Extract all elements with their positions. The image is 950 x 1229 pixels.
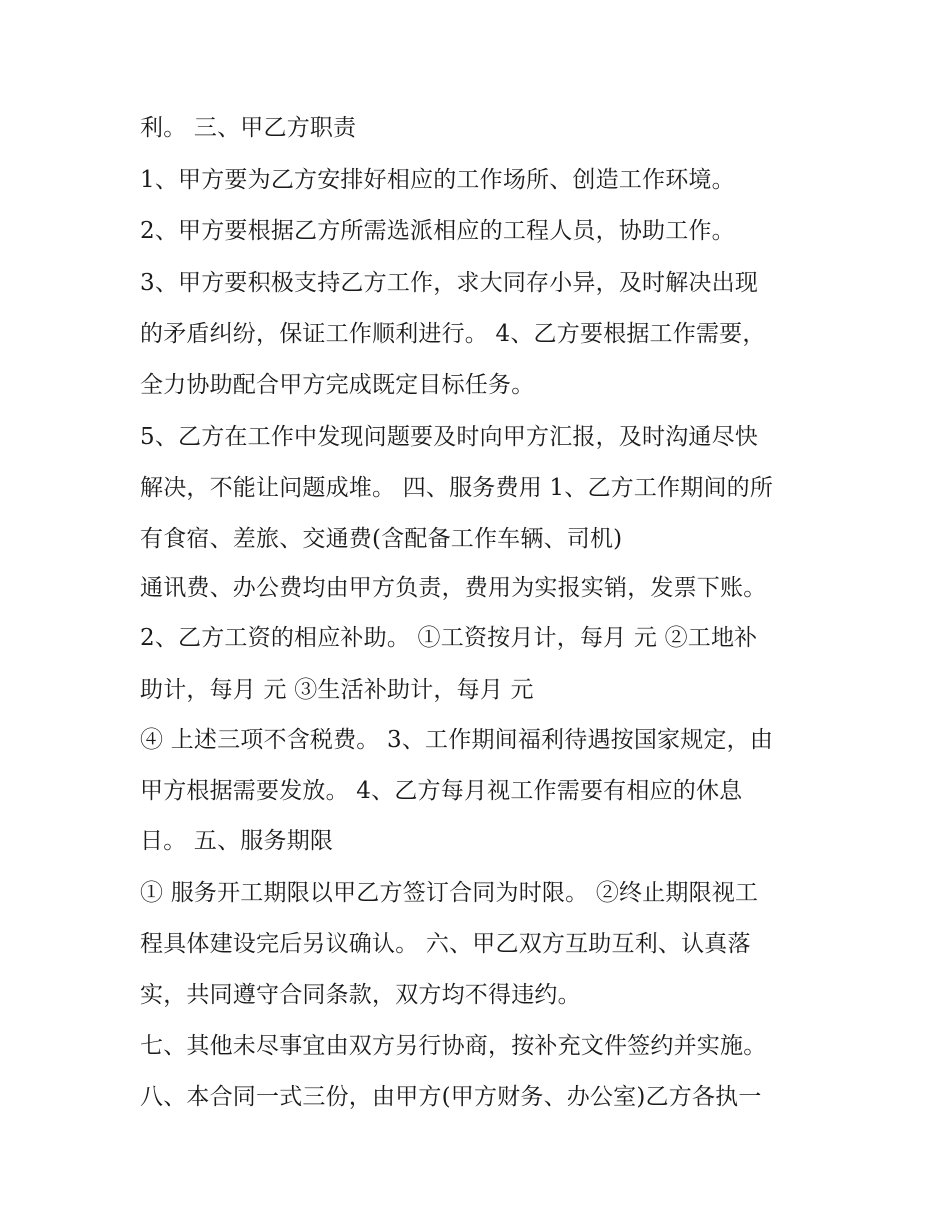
text-line: 利。 三、甲乙方职责 xyxy=(140,115,357,141)
text-line: 实，共同遵守合同条款，双方均不得违约。 xyxy=(140,982,581,1008)
text-line: 通讯费、办公费均由甲方负责，费用为实报实销，发票下账。 xyxy=(140,575,767,601)
text-line: 2、甲方要根据乙方所需选派相应的工程人员，协助工作。 xyxy=(140,218,735,244)
text-line: 1、甲方要为乙方安排好相应的工作场所、创造工作环境。 xyxy=(140,167,735,193)
text-line: 甲方根据需要发放。 4、乙方每月视工作需要有相应的休息 xyxy=(140,778,743,804)
text-line: 全力协助配合甲方完成既定目标任务。 xyxy=(140,372,535,398)
text-line: 有食宿、差旅、交通费(含配备工作车辆、司机) xyxy=(140,526,623,552)
text-line: 解决，不能让问题成堆。 四、服务费用 1、乙方工作期间的所 xyxy=(140,475,774,501)
text-line: ④ 上述三项不含税费。 3、工作期间福利待遇按国家规定，由 xyxy=(140,727,774,753)
text-line: 程具体建设完后另议确认。 六、甲乙双方互助互利、认真落 xyxy=(140,931,751,957)
text-line: 3、甲方要积极支持乙方工作，求大同存小异，及时解决出现 xyxy=(140,270,759,296)
text-line: 助计，每月 元 ③生活补助计，每月 元 xyxy=(140,677,534,703)
text-line: 八、本合同一式三份，由甲方(甲方财务、办公室)乙方各执一 xyxy=(140,1084,762,1110)
text-line: 2、乙方工资的相应补助。 ①工资按月计，每月 元 ②工地补 xyxy=(140,625,758,651)
text-line: 日。 五、服务期限 xyxy=(140,828,334,854)
text-line: 的矛盾纠纷，保证工作顺利进行。 4、乙方要根据工作需要， xyxy=(140,321,766,347)
text-line: ① 服务开工期限以甲乙方签订合同为时限。 ②终止期限视工 xyxy=(140,880,759,906)
text-line: 七、其他未尽事宜由双方另行协商，按补充文件签约并实施。 xyxy=(140,1033,767,1059)
text-line: 5、乙方在工作中发现问题要及时向甲方汇报，及时沟通尽快 xyxy=(140,424,759,450)
